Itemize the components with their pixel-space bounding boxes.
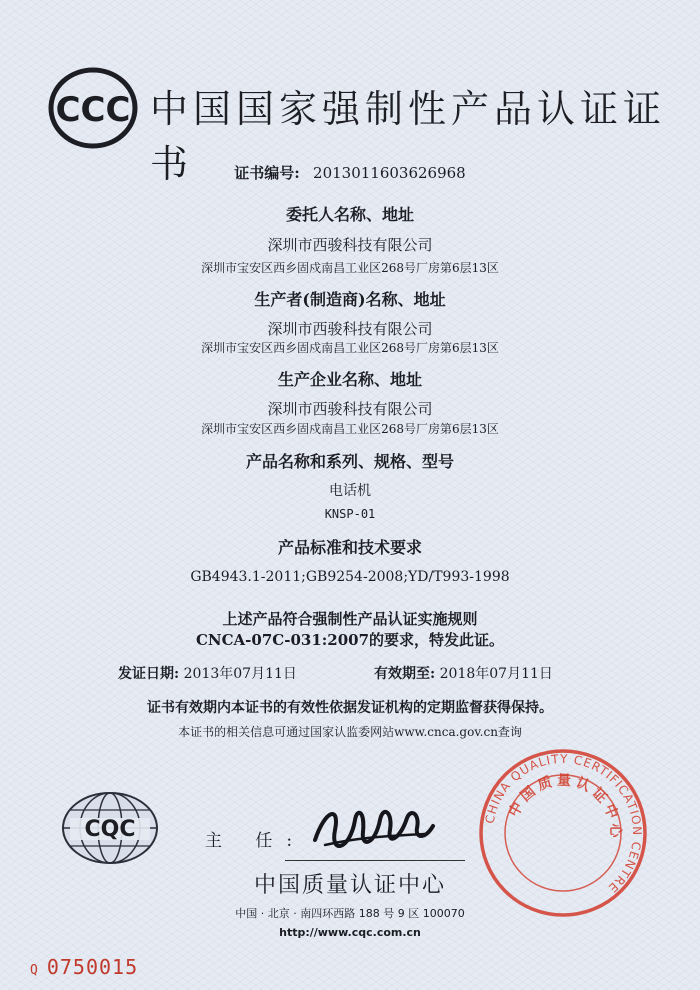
standards-value: GB4943.1-2011;GB9254-2008;YD/T993-1998 — [190, 569, 510, 585]
svg-text:CCC: CCC — [55, 90, 131, 130]
expiry-date: 2018年07月11日 — [439, 666, 553, 682]
serial-prefix: Q — [30, 963, 39, 978]
certificate-number-row — [0, 162, 700, 183]
applicant-address: 深圳市宝安区西乡固戍南昌工业区268号厂房第6层13区 — [201, 261, 499, 275]
product-model: KNSP-01 — [324, 507, 376, 521]
certificate-number-label: 证书编号: — [234, 164, 300, 182]
issue-date-label: 发证日期: — [118, 666, 180, 682]
ccc-logo-icon — [48, 66, 138, 150]
applicant-heading: 委托人名称、地址 — [285, 205, 414, 224]
factory-address: 深圳市宝安区西乡固戍南昌工业区268号厂房第6层13区 — [201, 422, 499, 436]
factory-heading: 生产企业名称、地址 — [277, 370, 422, 389]
svg-text:CHINA QUALITY CERTIFICATION CE: CHINA QUALITY CERTIFICATION CENTRE — [482, 751, 645, 896]
standards-heading: 产品标准和技术要求 — [277, 538, 422, 557]
signature-line — [285, 860, 465, 861]
organization-name: 中国质量认证中心 — [253, 873, 446, 898]
director-signature — [295, 790, 445, 860]
declaration-line-2: CNCA-07C-031:2007的要求，特发此证。 — [195, 631, 505, 649]
expiry-date-label: 有效期至: — [374, 666, 436, 682]
manufacturer-address: 深圳市宝安区西乡固戍南昌工业区268号厂房第6层13区 — [201, 341, 499, 355]
manufacturer-name: 深圳市西骏科技有限公司 — [267, 320, 433, 338]
cqc-logo-icon — [60, 790, 160, 866]
svg-text:中国质量认证中心: 中国质量认证中心 — [506, 772, 624, 842]
serial-digits: 0750015 — [46, 955, 139, 979]
director-label: 主 任: — [205, 831, 307, 851]
serial-number — [30, 955, 138, 979]
declaration-line-1: 上述产品符合强制性产品认证实施规则 — [222, 610, 478, 628]
applicant-name: 深圳市西骏科技有限公司 — [267, 236, 433, 254]
verification-note: 本证书的相关信息可通过国家认监委网站www.cnca.gov.cn查询 — [178, 725, 522, 739]
certificate-title: 中国国家强制性产品认证证书 — [150, 87, 667, 186]
product-name: 电话机 — [329, 483, 371, 499]
issue-date: 2013年07月11日 — [183, 666, 297, 682]
svg-text:CQC: CQC — [84, 817, 136, 842]
validity-statement: 证书有效期内本证书的有效性依据发证机构的定期监督获得保持。 — [147, 700, 553, 716]
organization-url: http://www.cqc.com.cn — [279, 926, 421, 939]
factory-name: 深圳市西骏科技有限公司 — [267, 400, 433, 418]
organization-address: 中国 · 北京 · 南四环西路 188 号 9 区 100070 — [235, 907, 465, 920]
issue-date-row — [118, 663, 297, 683]
official-seal-icon — [478, 748, 648, 918]
expiry-date-row — [374, 663, 553, 683]
manufacturer-heading: 生产者(制造商)名称、地址 — [254, 290, 446, 309]
certificate-number: 2013011603626968 — [313, 164, 466, 182]
product-heading: 产品名称和系列、规格、型号 — [245, 452, 454, 471]
